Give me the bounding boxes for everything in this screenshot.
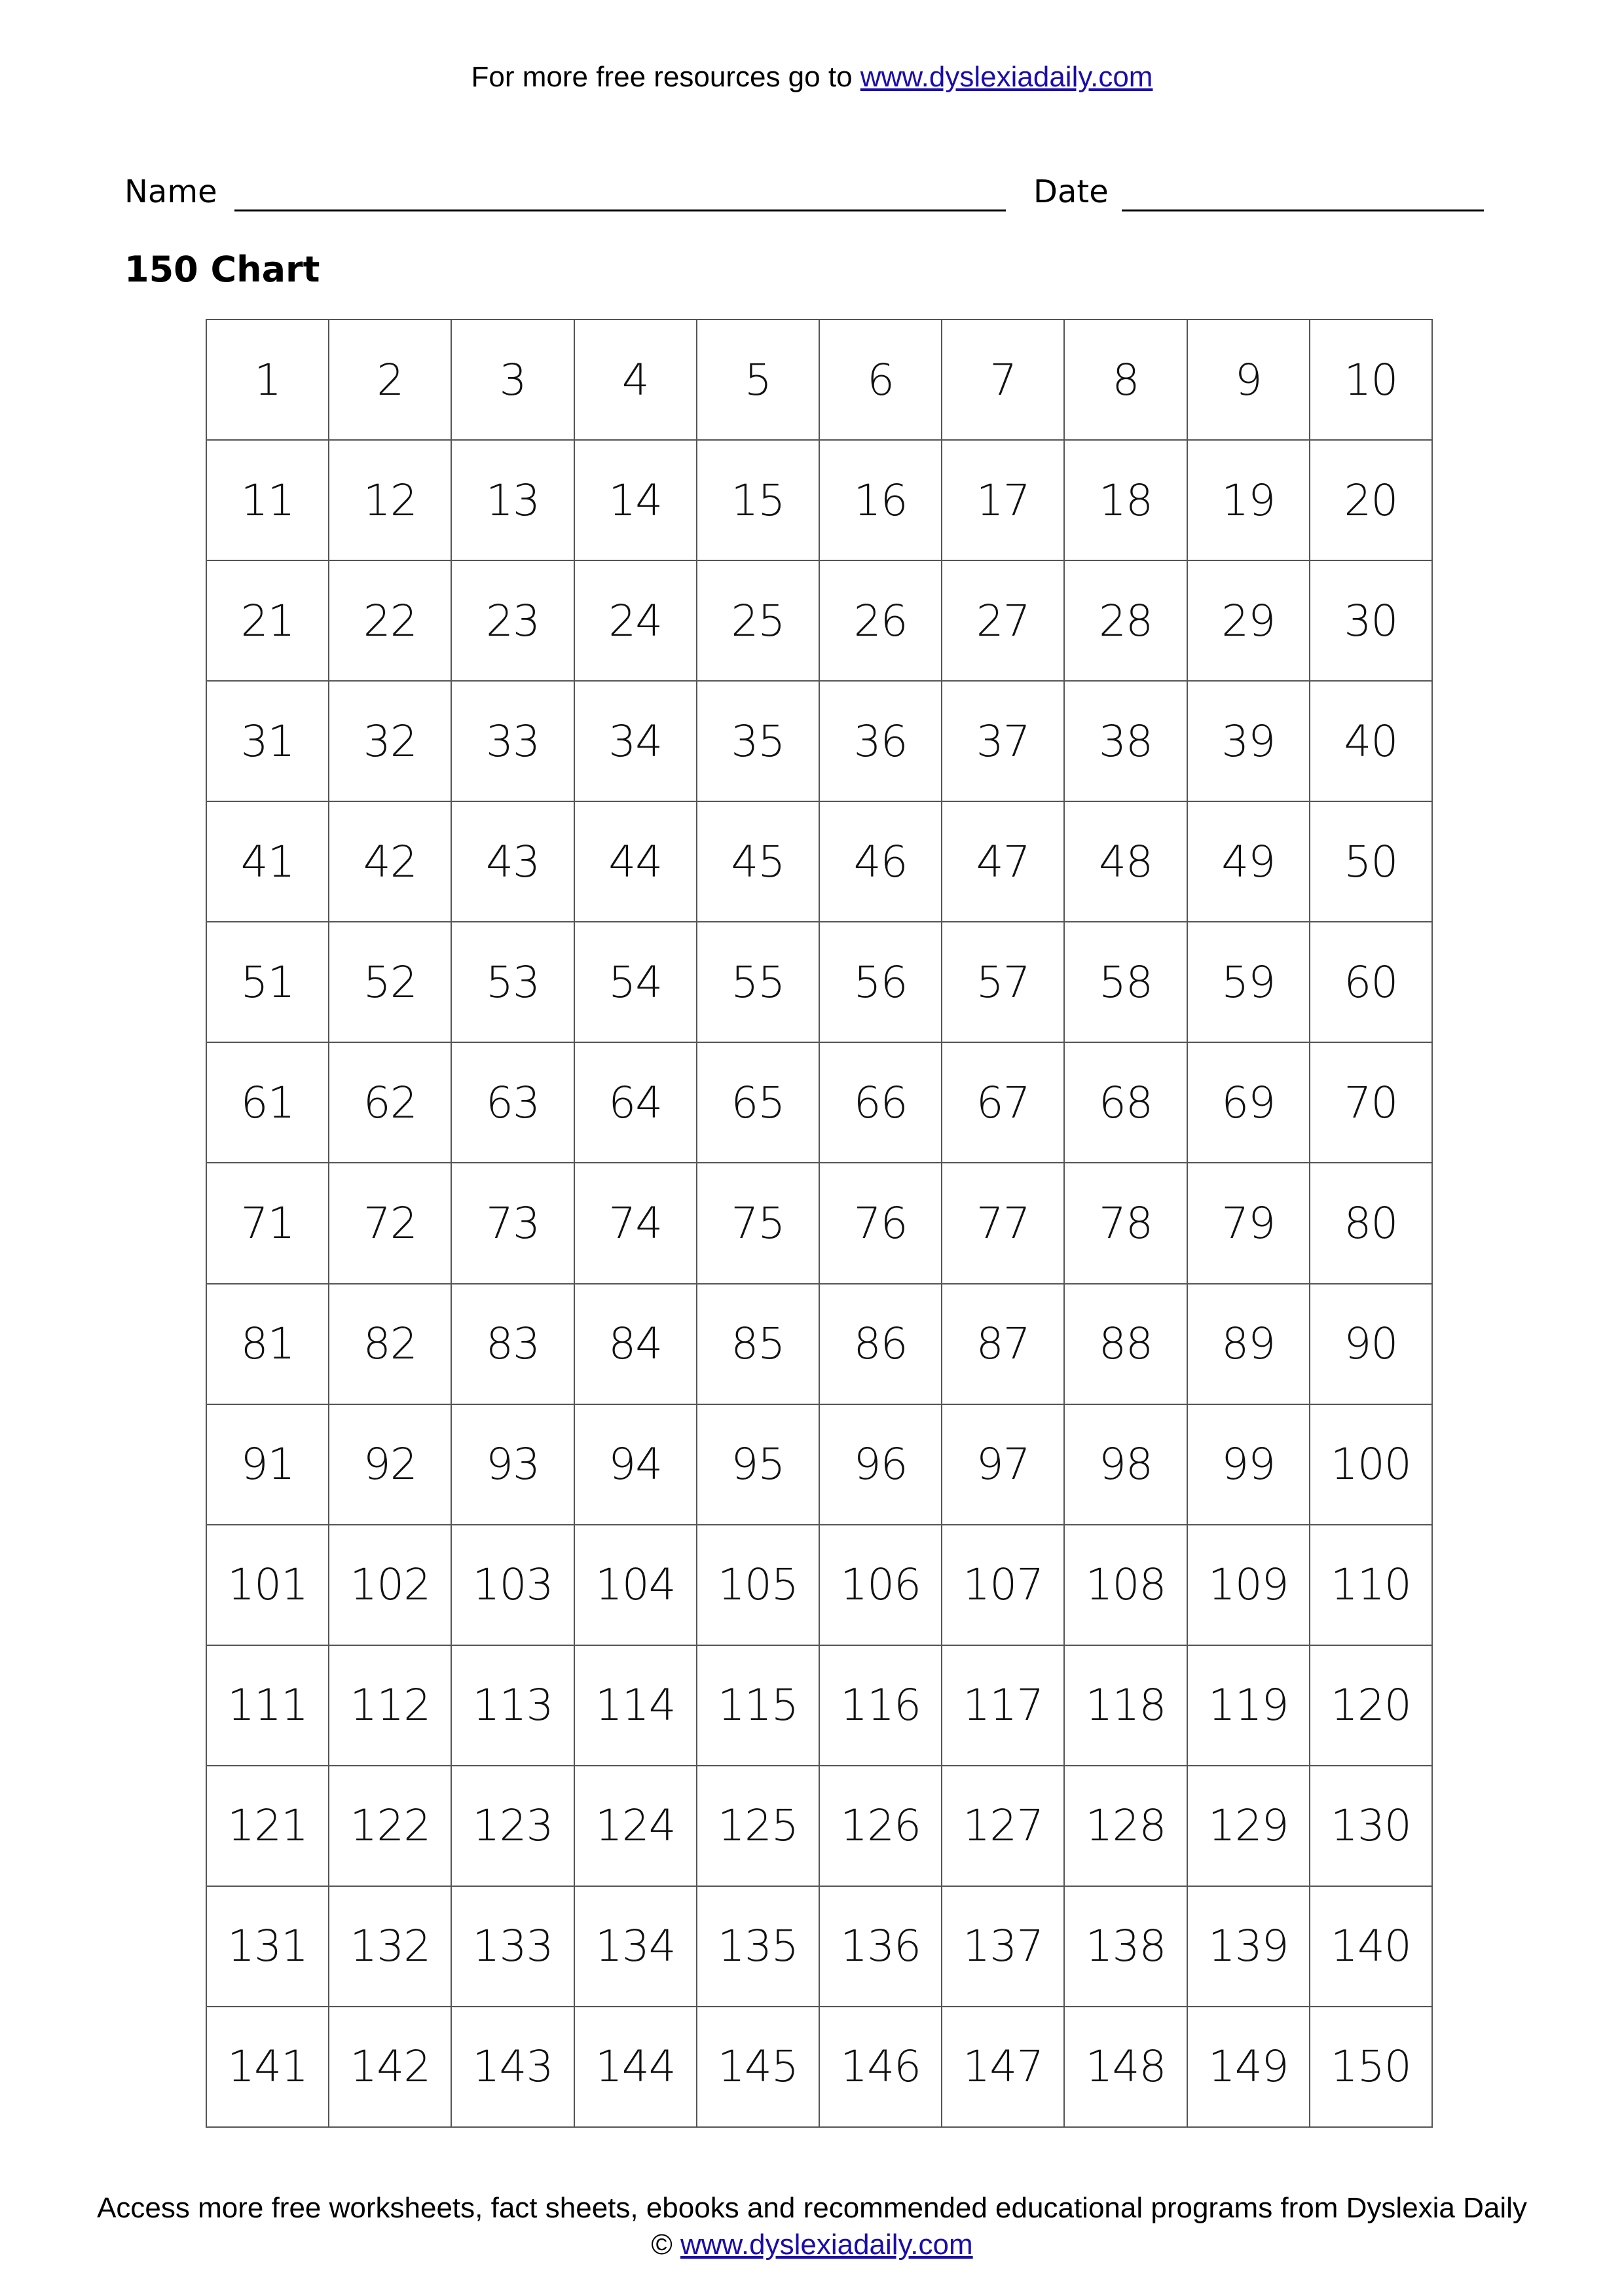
chart-cell: 70 bbox=[1310, 1043, 1433, 1163]
number-chart-grid bbox=[206, 319, 1433, 2128]
chart-cell: 42 bbox=[329, 802, 452, 922]
chart-cell: 98 bbox=[1065, 1405, 1187, 1525]
chart-cell: 29 bbox=[1188, 561, 1310, 682]
chart-cell: 138 bbox=[1065, 1887, 1187, 2007]
date-input-line[interactable] bbox=[1122, 210, 1484, 211]
chart-cell: 64 bbox=[575, 1043, 697, 1163]
chart-cell: 73 bbox=[452, 1163, 574, 1284]
chart-cell: 88 bbox=[1065, 1285, 1187, 1405]
chart-cell: 2 bbox=[329, 320, 452, 441]
chart-cell: 136 bbox=[820, 1887, 942, 2007]
chart-cell: 144 bbox=[575, 2007, 697, 2128]
chart-cell: 107 bbox=[942, 1525, 1065, 1646]
chart-cell: 30 bbox=[1310, 561, 1433, 682]
copyright-symbol: © bbox=[651, 2229, 673, 2261]
header-text: For more free resources go to bbox=[471, 61, 853, 93]
chart-cell: 94 bbox=[575, 1405, 697, 1525]
chart-cell: 101 bbox=[207, 1525, 329, 1646]
chart-cell: 131 bbox=[207, 1887, 329, 2007]
chart-cell: 60 bbox=[1310, 922, 1433, 1043]
chart-cell: 55 bbox=[697, 922, 820, 1043]
chart-cell: 38 bbox=[1065, 682, 1187, 802]
chart-cell: 49 bbox=[1188, 802, 1310, 922]
chart-cell: 37 bbox=[942, 682, 1065, 802]
chart-cell: 120 bbox=[1310, 1646, 1433, 1766]
chart-cell: 137 bbox=[942, 1887, 1065, 2007]
chart-cell: 143 bbox=[452, 2007, 574, 2128]
chart-cell: 106 bbox=[820, 1525, 942, 1646]
chart-cell: 7 bbox=[942, 320, 1065, 441]
chart-cell: 105 bbox=[697, 1525, 820, 1646]
chart-cell: 40 bbox=[1310, 682, 1433, 802]
chart-cell: 53 bbox=[452, 922, 574, 1043]
chart-cell: 72 bbox=[329, 1163, 452, 1284]
chart-cell: 35 bbox=[697, 682, 820, 802]
chart-cell: 32 bbox=[329, 682, 452, 802]
chart-cell: 26 bbox=[820, 561, 942, 682]
chart-cell: 81 bbox=[207, 1285, 329, 1405]
chart-cell: 118 bbox=[1065, 1646, 1187, 1766]
chart-cell: 135 bbox=[697, 1887, 820, 2007]
chart-cell: 132 bbox=[329, 1887, 452, 2007]
chart-cell: 110 bbox=[1310, 1525, 1433, 1646]
chart-cell: 45 bbox=[697, 802, 820, 922]
chart-cell: 100 bbox=[1310, 1405, 1433, 1525]
chart-cell: 82 bbox=[329, 1285, 452, 1405]
chart-cell: 75 bbox=[697, 1163, 820, 1284]
chart-cell: 36 bbox=[820, 682, 942, 802]
chart-cell: 122 bbox=[329, 1766, 452, 1887]
chart-cell: 16 bbox=[820, 441, 942, 561]
chart-cell: 52 bbox=[329, 922, 452, 1043]
chart-cell: 33 bbox=[452, 682, 574, 802]
chart-cell: 34 bbox=[575, 682, 697, 802]
chart-cell: 78 bbox=[1065, 1163, 1187, 1284]
header-website-link[interactable]: www.dyslexiadaily.com bbox=[860, 61, 1153, 93]
chart-cell: 126 bbox=[820, 1766, 942, 1887]
chart-cell: 69 bbox=[1188, 1043, 1310, 1163]
chart-cell: 116 bbox=[820, 1646, 942, 1766]
chart-cell: 147 bbox=[942, 2007, 1065, 2128]
chart-cell: 17 bbox=[942, 441, 1065, 561]
chart-cell: 117 bbox=[942, 1646, 1065, 1766]
chart-cell: 41 bbox=[207, 802, 329, 922]
chart-cell: 123 bbox=[452, 1766, 574, 1887]
chart-cell: 104 bbox=[575, 1525, 697, 1646]
chart-cell: 125 bbox=[697, 1766, 820, 1887]
chart-cell: 46 bbox=[820, 802, 942, 922]
chart-cell: 65 bbox=[697, 1043, 820, 1163]
name-input-line[interactable] bbox=[234, 210, 1006, 211]
chart-cell: 93 bbox=[452, 1405, 574, 1525]
footer bbox=[0, 2190, 1624, 2263]
chart-cell: 146 bbox=[820, 2007, 942, 2128]
chart-cell: 10 bbox=[1310, 320, 1433, 441]
footer-website-link[interactable]: www.dyslexiadaily.com bbox=[680, 2229, 973, 2261]
chart-cell: 83 bbox=[452, 1285, 574, 1405]
footer-link-line bbox=[0, 2227, 1624, 2263]
name-label: Name bbox=[124, 173, 217, 210]
chart-cell: 14 bbox=[575, 441, 697, 561]
chart-cell: 129 bbox=[1188, 1766, 1310, 1887]
chart-cell: 141 bbox=[207, 2007, 329, 2128]
chart-cell: 130 bbox=[1310, 1766, 1433, 1887]
chart-cell: 48 bbox=[1065, 802, 1187, 922]
chart-cell: 115 bbox=[697, 1646, 820, 1766]
chart-cell: 103 bbox=[452, 1525, 574, 1646]
chart-cell: 59 bbox=[1188, 922, 1310, 1043]
chart-cell: 124 bbox=[575, 1766, 697, 1887]
chart-cell: 149 bbox=[1188, 2007, 1310, 2128]
chart-cell: 15 bbox=[697, 441, 820, 561]
chart-cell: 62 bbox=[329, 1043, 452, 1163]
chart-cell: 121 bbox=[207, 1766, 329, 1887]
footer-text: Access more free worksheets, fact sheets, ebooks and recommended educational programs from Dyslexia Daily bbox=[97, 2192, 1527, 2224]
chart-cell: 54 bbox=[575, 922, 697, 1043]
chart-cell: 24 bbox=[575, 561, 697, 682]
chart-cell: 112 bbox=[329, 1646, 452, 1766]
chart-cell: 20 bbox=[1310, 441, 1433, 561]
chart-cell: 12 bbox=[329, 441, 452, 561]
chart-cell: 44 bbox=[575, 802, 697, 922]
chart-cell: 80 bbox=[1310, 1163, 1433, 1284]
chart-cell: 134 bbox=[575, 1887, 697, 2007]
chart-cell: 89 bbox=[1188, 1285, 1310, 1405]
chart-cell: 5 bbox=[697, 320, 820, 441]
chart-cell: 142 bbox=[329, 2007, 452, 2128]
chart-cell: 111 bbox=[207, 1646, 329, 1766]
chart-cell: 71 bbox=[207, 1163, 329, 1284]
chart-cell: 3 bbox=[452, 320, 574, 441]
chart-cell: 145 bbox=[697, 2007, 820, 2128]
chart-cell: 108 bbox=[1065, 1525, 1187, 1646]
page-title: 150 Chart bbox=[124, 249, 320, 290]
chart-cell: 23 bbox=[452, 561, 574, 682]
chart-cell: 39 bbox=[1188, 682, 1310, 802]
chart-cell: 90 bbox=[1310, 1285, 1433, 1405]
chart-cell: 87 bbox=[942, 1285, 1065, 1405]
chart-cell: 13 bbox=[452, 441, 574, 561]
chart-cell: 19 bbox=[1188, 441, 1310, 561]
chart-cell: 67 bbox=[942, 1043, 1065, 1163]
chart-cell: 79 bbox=[1188, 1163, 1310, 1284]
chart-cell: 18 bbox=[1065, 441, 1187, 561]
chart-cell: 21 bbox=[207, 561, 329, 682]
chart-cell: 114 bbox=[575, 1646, 697, 1766]
chart-cell: 66 bbox=[820, 1043, 942, 1163]
chart-cell: 77 bbox=[942, 1163, 1065, 1284]
chart-cell: 22 bbox=[329, 561, 452, 682]
chart-cell: 50 bbox=[1310, 802, 1433, 922]
date-label: Date bbox=[1033, 173, 1109, 210]
chart-cell: 92 bbox=[329, 1405, 452, 1525]
chart-cell: 99 bbox=[1188, 1405, 1310, 1525]
chart-cell: 86 bbox=[820, 1285, 942, 1405]
name-date-fields bbox=[124, 169, 1493, 215]
chart-cell: 51 bbox=[207, 922, 329, 1043]
chart-cell: 68 bbox=[1065, 1043, 1187, 1163]
header-resources-line bbox=[0, 58, 1624, 97]
chart-cell: 58 bbox=[1065, 922, 1187, 1043]
chart-cell: 43 bbox=[452, 802, 574, 922]
chart-cell: 139 bbox=[1188, 1887, 1310, 2007]
chart-cell: 11 bbox=[207, 441, 329, 561]
chart-cell: 95 bbox=[697, 1405, 820, 1525]
chart-cell: 113 bbox=[452, 1646, 574, 1766]
chart-cell: 150 bbox=[1310, 2007, 1433, 2128]
chart-cell: 127 bbox=[942, 1766, 1065, 1887]
chart-cell: 148 bbox=[1065, 2007, 1187, 2128]
chart-cell: 28 bbox=[1065, 561, 1187, 682]
chart-cell: 97 bbox=[942, 1405, 1065, 1525]
chart-cell: 4 bbox=[575, 320, 697, 441]
chart-cell: 96 bbox=[820, 1405, 942, 1525]
chart-cell: 91 bbox=[207, 1405, 329, 1525]
chart-cell: 9 bbox=[1188, 320, 1310, 441]
chart-cell: 119 bbox=[1188, 1646, 1310, 1766]
chart-cell: 57 bbox=[942, 922, 1065, 1043]
chart-cell: 8 bbox=[1065, 320, 1187, 441]
chart-cell: 128 bbox=[1065, 1766, 1187, 1887]
chart-cell: 47 bbox=[942, 802, 1065, 922]
chart-cell: 102 bbox=[329, 1525, 452, 1646]
chart-cell: 63 bbox=[452, 1043, 574, 1163]
chart-cell: 84 bbox=[575, 1285, 697, 1405]
chart-cell: 25 bbox=[697, 561, 820, 682]
chart-cell: 6 bbox=[820, 320, 942, 441]
chart-cell: 109 bbox=[1188, 1525, 1310, 1646]
chart-cell: 140 bbox=[1310, 1887, 1433, 2007]
chart-cell: 31 bbox=[207, 682, 329, 802]
chart-cell: 85 bbox=[697, 1285, 820, 1405]
chart-cell: 27 bbox=[942, 561, 1065, 682]
chart-cell: 1 bbox=[207, 320, 329, 441]
chart-cell: 76 bbox=[820, 1163, 942, 1284]
chart-cell: 74 bbox=[575, 1163, 697, 1284]
chart-cell: 61 bbox=[207, 1043, 329, 1163]
chart-cell: 133 bbox=[452, 1887, 574, 2007]
chart-cell: 56 bbox=[820, 922, 942, 1043]
